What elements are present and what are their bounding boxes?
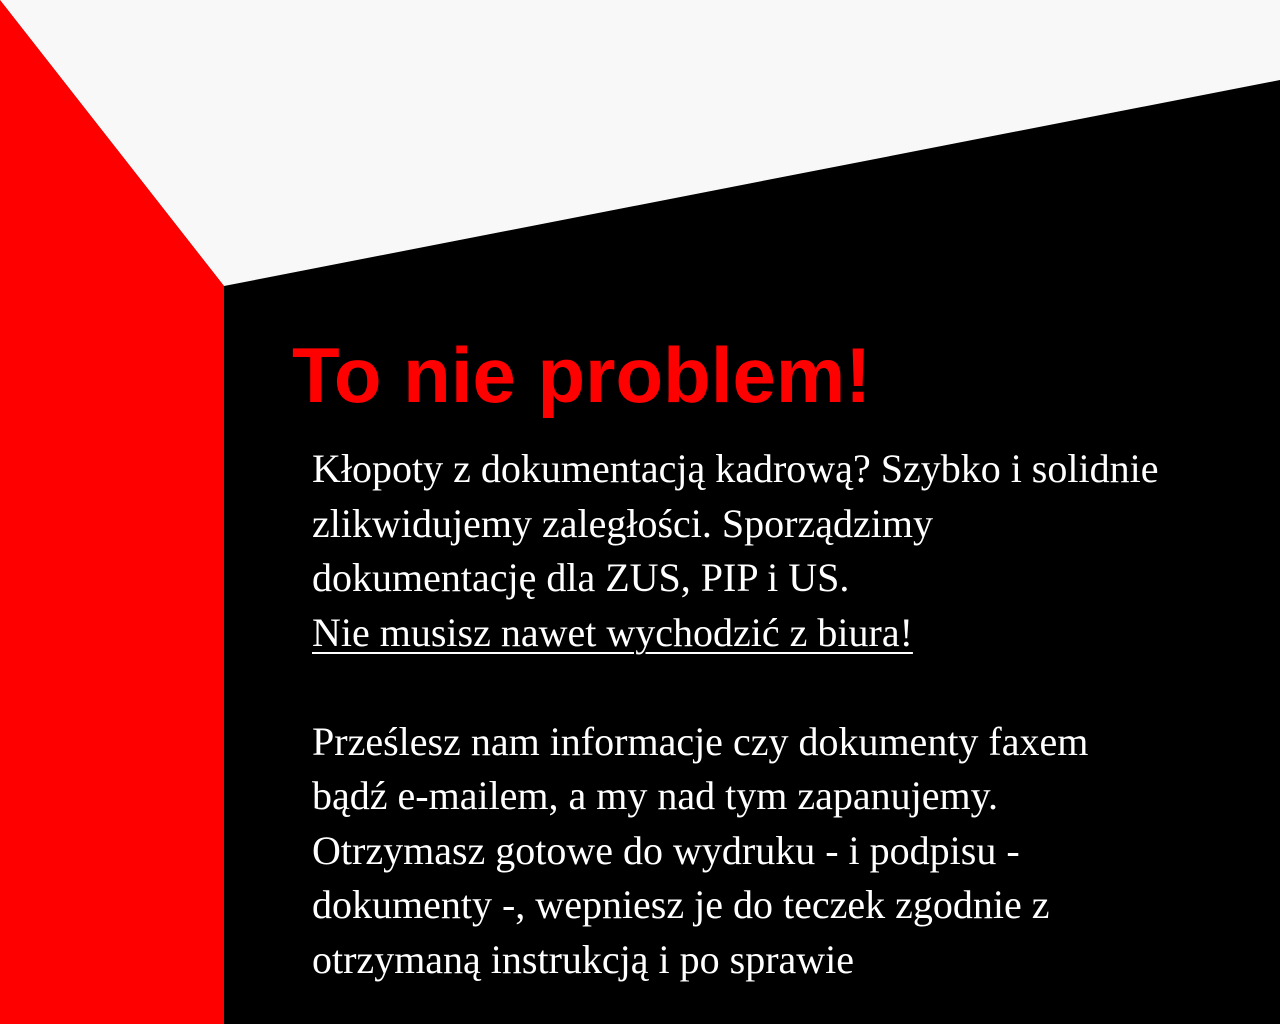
slide-body xyxy=(312,442,1252,987)
body-line: otrzymaną instrukcją i po sprawie xyxy=(312,936,855,982)
body-line: bądź e-mailem, a my nad tym zapanujemy. xyxy=(312,773,999,818)
body-line: Kłopoty z dokumentacją kadrową? Szybko i solidnie xyxy=(312,446,1159,491)
paragraph-spacer xyxy=(312,660,1252,715)
body-line: zlikwidujemy zaległości. Sporządzimy xyxy=(312,500,933,546)
body-line: dokumenty -, wepniesz je do teczek zgodnie z xyxy=(312,882,1050,927)
body-line: dokumentację dla ZUS, PIP i US. xyxy=(312,555,850,600)
slide-title: To nie problem! xyxy=(292,331,872,419)
body-line: Prześlesz nam informacje czy dokumenty faxem xyxy=(312,718,1089,764)
body-line: Otrzymasz gotowe do wydruku - i podpisu - xyxy=(312,827,1020,873)
emphasis-line: Nie musisz nawet wychodzić z biura! xyxy=(312,609,913,655)
